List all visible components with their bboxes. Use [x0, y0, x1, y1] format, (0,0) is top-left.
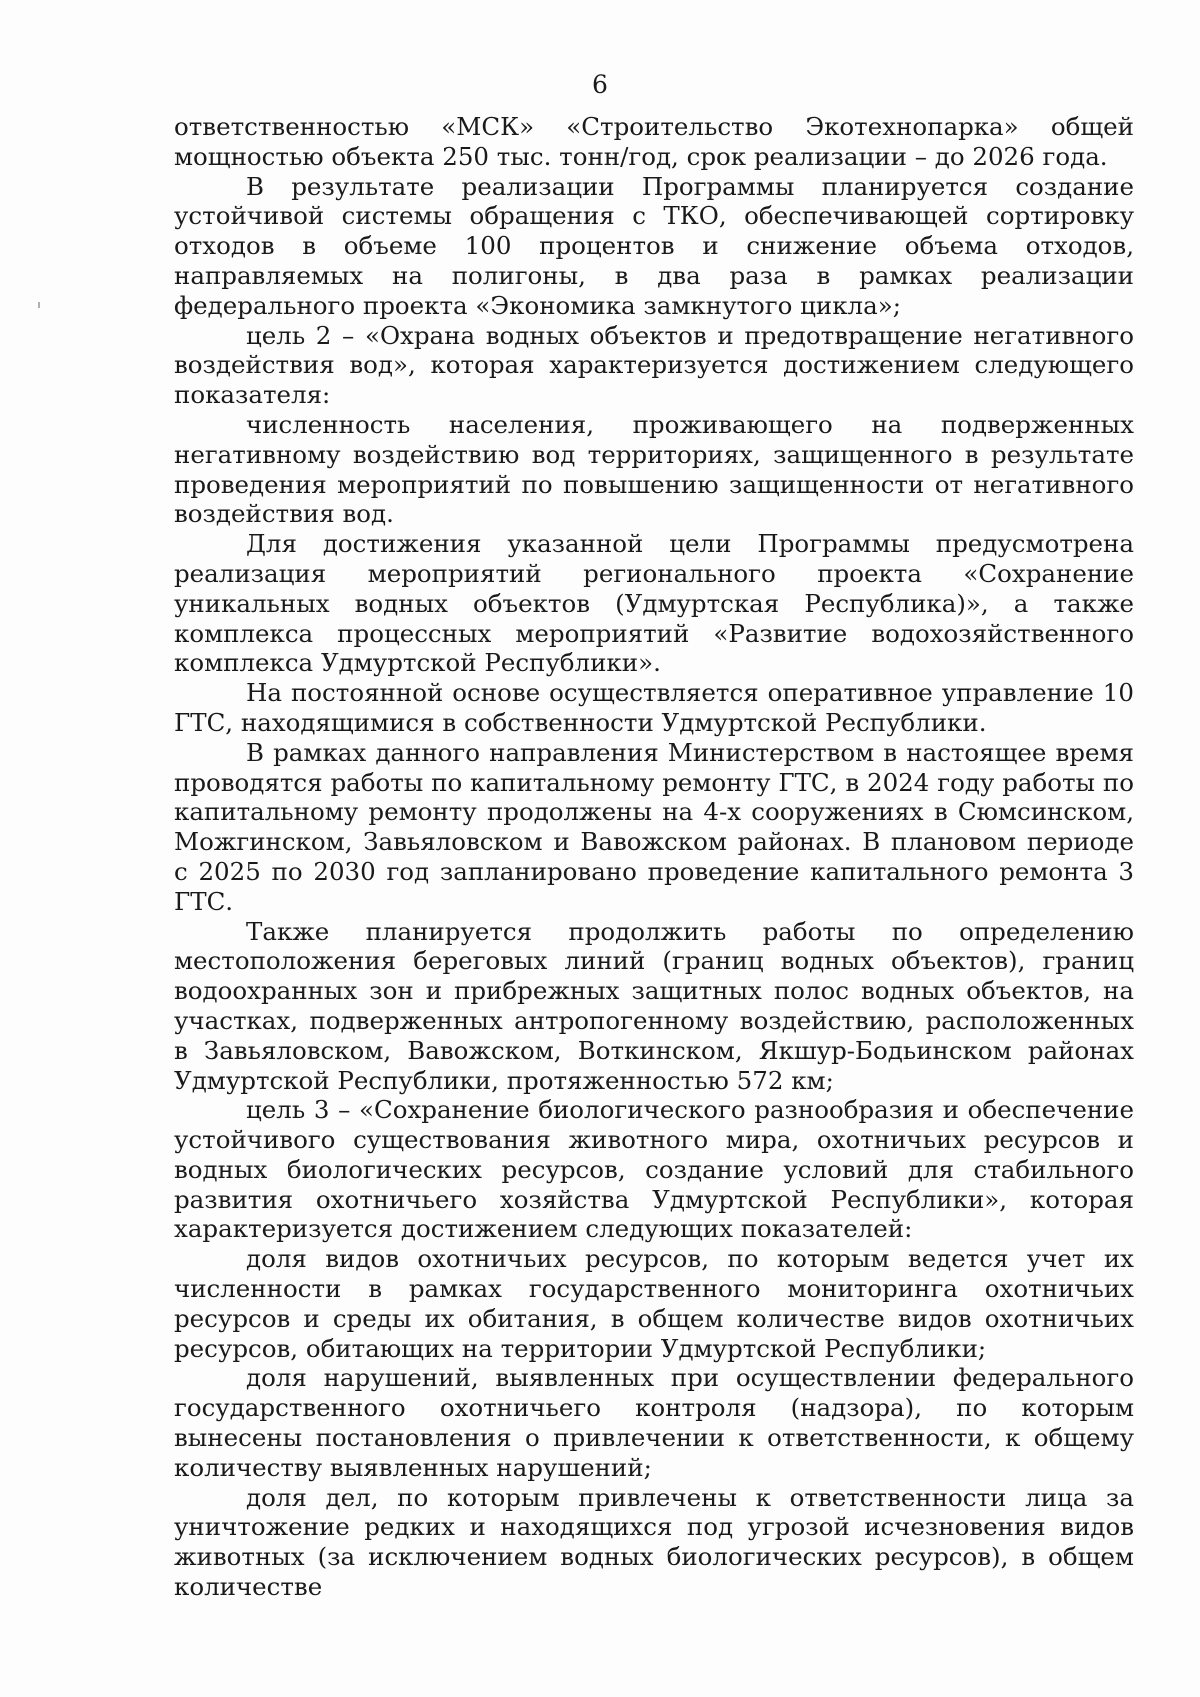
paragraph-goal-2: цель 2 – «Охрана водных объектов и предотвращение негативного воздействия вод», которая характеризуется достижением следующего показателя: [174, 320, 1134, 410]
paragraph-gts-management: На постоянной основе осуществляется оперативное управление 10 ГТС, находящимися в собственности Удмуртской Республики. [174, 678, 1134, 737]
paragraph-shoreline-works: Также планируется продолжить работы по определению местоположения береговых линий (границ водных объектов), границ водоохранных зон и прибрежных защитных полос водных объектов, на участках, подверженных антропогенному воздействию, расположенных в Завьяловском, Вавожском, Воткинском, Якшур-Бодьинском районах Удмуртской Республики, протяженностью 572 км; [174, 916, 1134, 1095]
paragraph-goal-3: цель 3 – «Сохранение биологического разнообразия и обеспечение устойчивого существования животного мира, охотничьих ресурсов и водных биологических ресурсов, создание условий для стабильного развития охотничьего хозяйства Удмуртской Республики», которая характеризуется достижением следующих показателей: [174, 1095, 1134, 1244]
body-text [174, 112, 1134, 1602]
paragraph-continuation: ответственностью «МСК» «Строительство Экотехнопарка» общей мощностью объекта 250 тыс. тонн/год, срок реализации – до 2026 года. [174, 112, 1134, 171]
paragraph-indicator-rare-species: доля дел, по которым привлечены к ответственности лица за уничтожение редких и находящихся под угрозой исчезновения видов животных (за исключением водных биологических ресурсов), в общем количестве [174, 1482, 1134, 1602]
paragraph-indicator-violations: доля нарушений, выявленных при осуществлении федерального государственного охотничьего контроля (надзора), по которым вынесены постановления о привлечении к ответственности, к общему количеству выявленных нарушений; [174, 1363, 1134, 1482]
paragraph-regional-project: Для достижения указанной цели Программы предусмотрена реализация мероприятий регионального проекта «Сохранение уникальных водных объектов (Удмуртская Республика)», а также комплекса процессных мероприятий «Развитие водохозяйственного комплекса Удмуртской Республики». [174, 529, 1134, 678]
scan-artifact [38, 302, 40, 308]
page-number: 6 [592, 70, 608, 99]
paragraph-capital-repair: В рамках данного направления Министерством в настоящее время проводятся работы по капитальному ремонту ГТС, в 2024 году работы по капитальному ремонту продолжены на 4-х сооружениях в Сюмсинском, Можгинском, Завьяловском и Вавожском районах. В плановом периоде с 2025 по 2030 год запланировано проведение капитального ремонта 3 ГТС. [174, 737, 1134, 916]
paragraph-indicator-hunting-resources: доля видов охотничьих ресурсов, по которым ведется учет их численности в рамках государственного мониторинга охотничьих ресурсов и среды их обитания, в общем количестве видов охотничьих ресурсов, обитающих на территории Удмуртской Республики; [174, 1244, 1134, 1363]
paragraph-indicator-population: численность населения, проживающего на подверженных негативному воздействию вод территориях, защищенного в результате проведения мероприятий по повышению защищенности от негативного воздействия вод. [174, 409, 1134, 529]
paragraph-program-result: В результате реализации Программы планируется создание устойчивой системы обращения с ТКО, обеспечивающей сортировку отходов в объеме 100 процентов и снижение объема отходов, направляемых на полигоны, в два раза в рамках реализации федерального проекта «Экономика замкнутого цикла»; [174, 171, 1134, 320]
